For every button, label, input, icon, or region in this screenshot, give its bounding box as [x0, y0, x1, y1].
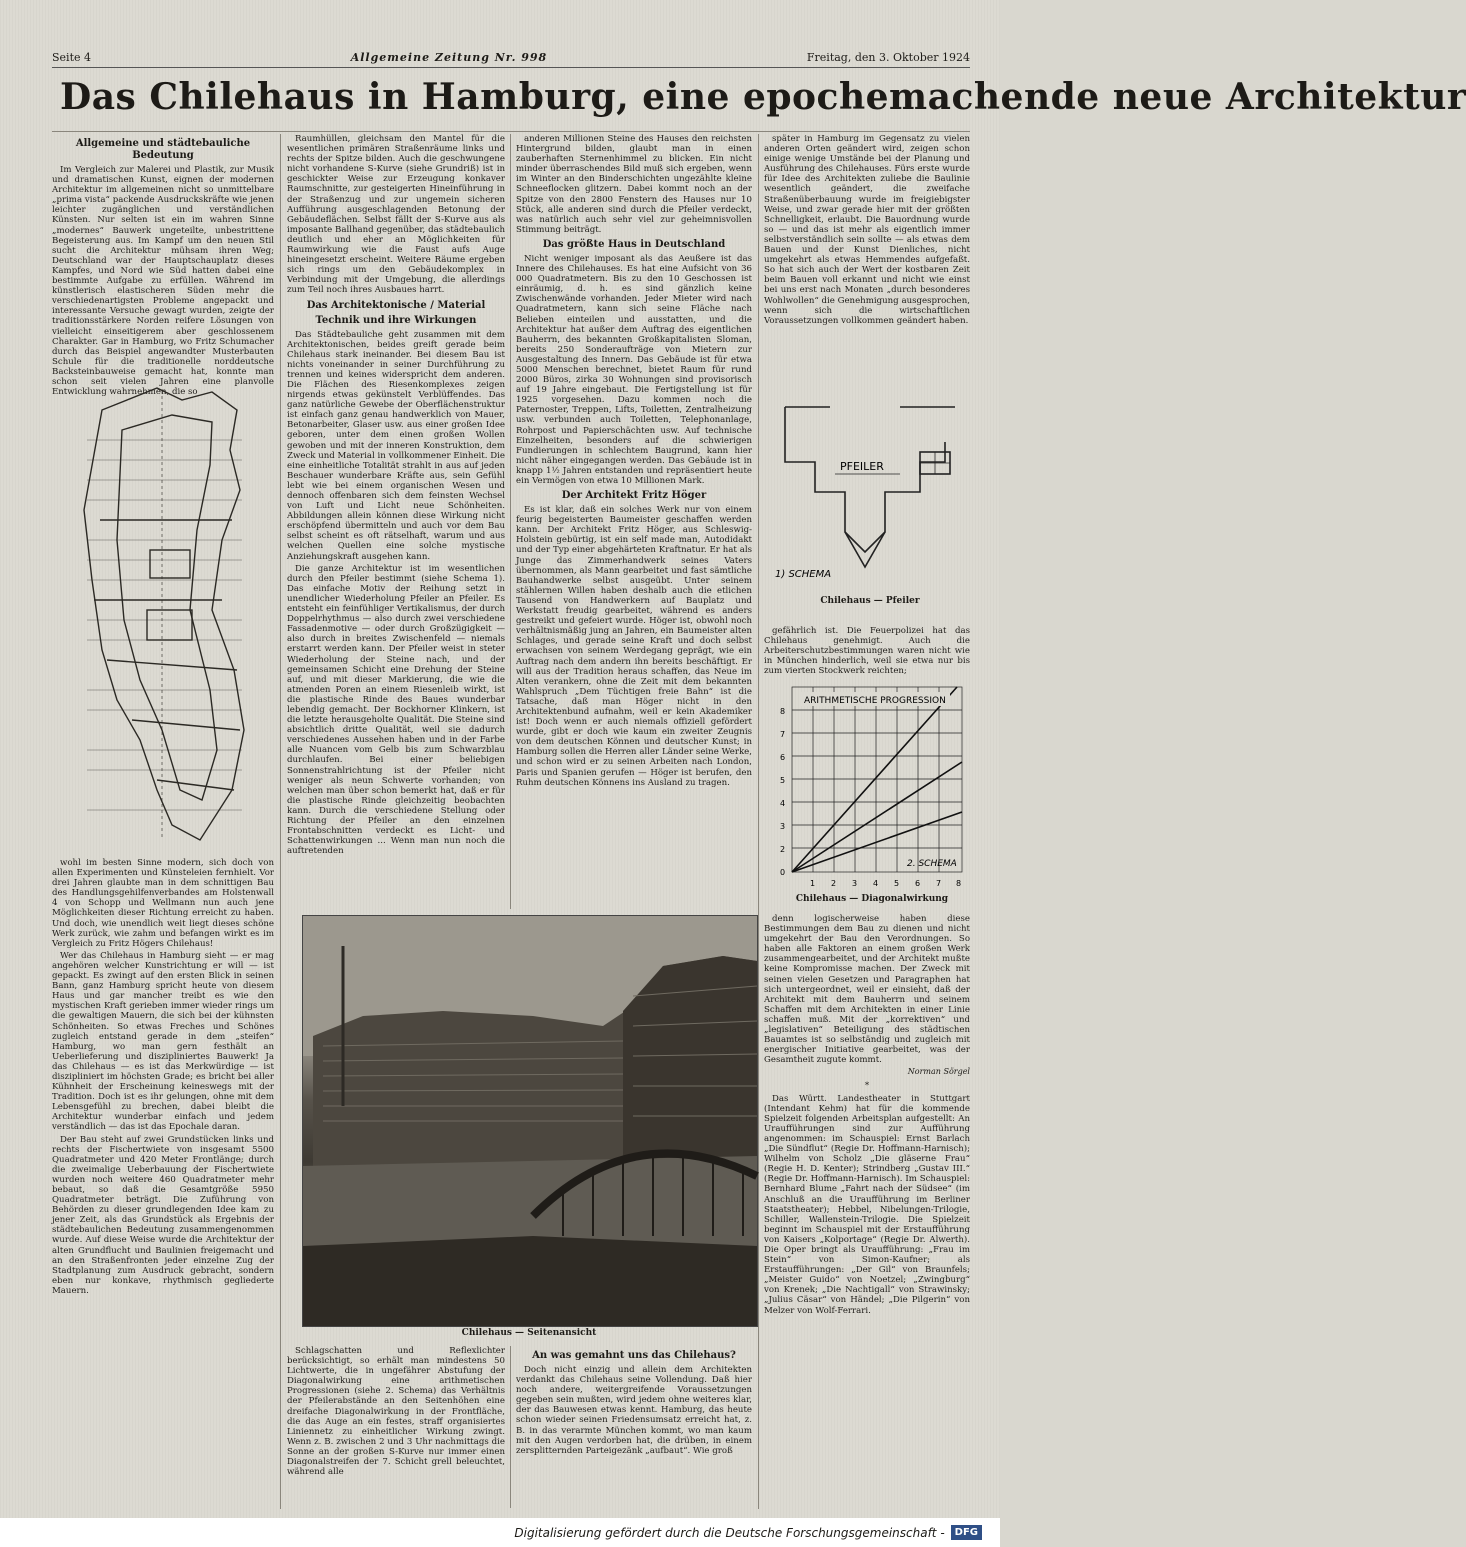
pfeiler-caption: Chilehaus — Pfeiler: [820, 596, 920, 606]
bottom3-paragraph-1: Doch nicht einzig und allein dem Architekten verdankt das Chilehaus seine Vollendung. Daß hier noch andere, weitergreifende Voraussetzungen gegeben sein mußten, wird jedem ohne weiteres klar, der das Bauwesen etwas kennt. Hamburg, das heute schon wieder seinen Friedensumsatz erreicht hat, z. B. in das verarmte München kommt, wo man kaum mit den Augen verdorben hat, die drüben, in einem zersplitternden Parteigezänk „aufbaut“. Wie groß: [516, 1365, 752, 1456]
column-rule: [758, 134, 759, 1509]
col3-subhead-2: Der Architekt Fritz Höger: [561, 490, 707, 502]
col2-paragraph-1: Raumhüllen, gleichsam den Mantel für die wesentlichen primären Straßenräume links und rechts der Spitze bilden. Auch die geschwungene nicht vorhandene S-Kurve (siehe Grundriß) ist in geschickter Weise zur Erzeugung konkaver Raumschnitte, zur gesteigerten Hineinführung in der Straßenzug und zur ungemein sicheren Aufführung ausgeschlagenden Betonung der Gebäudeflächen. Selbst fällt der S-Kurve aus als imposante Ballhand gegenüber, das städtebaulich deutlich und eher an Möglichkeiten für Raumwirkung wie die Faust aufs Auge hineingesetzt erscheint. Weitere Räume ergeben sich rings um den Gebäudekomplex in Verbindung mit der Umgebung, die allerdings zum Teil noch ihres Ausbaues harrt.: [287, 134, 505, 296]
column-3: [516, 134, 752, 906]
column-4-middle: [764, 626, 970, 677]
svg-text:6: 6: [915, 879, 921, 888]
column-2-bottom: [287, 1346, 505, 1508]
col3-subhead-1: Das größte Haus in Deutschland: [542, 238, 726, 250]
chilehaus-photo-drawing: [303, 916, 757, 1326]
svg-text:8: 8: [780, 707, 786, 716]
svg-text:4: 4: [780, 799, 786, 808]
plan-courtyard-block: [147, 610, 192, 640]
svg-text:7: 7: [780, 730, 786, 739]
digitization-footer: [0, 1518, 1000, 1547]
bottom3-subhead: An was gemahnt uns das Chilehaus?: [532, 1350, 736, 1361]
svg-text:5: 5: [780, 776, 786, 785]
pfeiler-schema-drawing: [770, 392, 970, 592]
column-rule: [280, 134, 281, 1509]
svg-text:7: 7: [936, 879, 942, 888]
plan-line: [107, 660, 237, 670]
dfg-logo: DFG: [951, 1525, 982, 1540]
svg-text:8: 8: [956, 879, 962, 888]
svg-text:6: 6: [780, 753, 786, 762]
col2-paragraph-2: Das Städtebauliche geht zusammen mit dem Architektonischen, beides greift gerade beim Chilehaus stark ineinander. Bei diesem Bau ist nichts voneinander in seiner Durchführung zu trennen und keines widerspricht dem anderen. Die Flächen des Riesenkomplexes zeigen nirgends etwas gekünstelt Verblüffendes. Das ganz natürliche Gewebe der Oberflächenstruktur ist einfach ganz genau handwerklich von Mauer, Betonarbeiter, Glaser usw. aus einer großen Idee geboren, unter dem einen großen Wollen gewoben und mit der inneren Konstruktion, dem Zweck und Material in vollkommener Einheit. Die eine einheitliche Totalität strahlt in aus auf jeden Beschauer wunderbare Kräfte aus, sein Gefühl lebt wie bei einem organischen Wesen und dennoch offenbaren sich dem feinsten Wechsel von Luft und Licht neue Schönheiten. Abbildungen allein können diese Wirkung nicht erschöpfend übermitteln und auch vor dem Bau selbst scheint es oft rätselhaft, warum und aus welchen Quellen eine solche mystische Anziehungskraft ausgehen kann.: [287, 329, 505, 562]
headline-rule: [52, 131, 970, 132]
column-rule: [510, 134, 511, 909]
section-asterisk: *: [864, 1080, 870, 1091]
footer-text: Digitalisierung gefördert durch die Deutsche Forschungsgemeinschaft -: [514, 1525, 945, 1540]
column-2: [287, 134, 505, 906]
headline: Das Chilehaus in Hamburg, eine epochemachende neue Architektur: [60, 76, 1466, 118]
photo-caption: Chilehaus — Seitenansicht: [461, 1328, 597, 1338]
diagonal-schema-number: 2. SCHEMA: [907, 859, 957, 869]
bottom2-paragraph-1: Schlagschatten und Reflexlichter berücksichtigt, so erhält man mindestens 50 Lichtwerte, die in ungefährer Abstufung der Diagonalwirkung eine arithmetischen Progressionen (siehe 2. Schema) das Verhältnis der Pfeilerabstände an den Seitenhöhen eine dreifache Diagonalwirkung in der Frontfläche, die das Auge an ein festes, straff organisiertes Liniennetz zu einheitlicher Wirkung zwingt. Wenn z. B. zwischen 2 und 3 Uhr nachmittags die Sonne an der großen S-Kurve nur immer einen Diagonalstreifen der 7. Schicht grell beleuchtet, während alle: [287, 1346, 505, 1478]
svg-text:5: 5: [894, 879, 900, 888]
plan-line: [132, 720, 240, 730]
svg-text:2: 2: [780, 845, 786, 854]
col2-subhead-2: Technik und ihre Wirkungen: [315, 314, 477, 326]
plan-grid: [87, 440, 242, 810]
col1-paragraph-4: Der Bau steht auf zwei Grundstücken links und rechts der Fischertwiete von insgesamt 5500 Quadratmeter und 420 Meter Frontlänge; durch die zweimalige Ueberbauung der Fischertwiete wurden noch weitere 460 Quadratmeter mehr bebaut, so daß die Gesamtgröße 5950 Quadratmeter beträgt. Die Zuführung von Behörden zu dieser grundlegenden Idee kam zu jener Zeit, als das Grundstück als Ergebnis der städtebaulichen Bedeutung zusammengenommen wurde. Auf diese Weise wurde die Architektur der alten Grundflucht und Baulinien freigemacht und an den Straßenfronten jeder einzelne Zug der Stadtplanung zum Ausdruck gebracht, sondern eben nur konkave, rhythmisch gegliederte Mauern.: [52, 1134, 274, 1296]
plan-inner-court: [117, 415, 217, 800]
col1-paragraph-1: Im Vergleich zur Malerei und Plastik, zur Musik und dramatischen Kunst, eignen der modernen Architektur im allgemeinen nicht so unmittelbare „prima vista“ packende Ausdruckskräfte wie jenen leichter zugänglichen und verständlichen Künsten. Nur selten ist ein im wahren Sinne „modernes“ Bauwerk ungeteilte, unbestrittene Begeisterung aus. Im Kampf um den neuen Stil sucht die Architektur mühsam ihren Weg; Deutschland war der Hauptschauplatz dieses Kampfes, und Nord wie Süd hatten dabei eine bestimmte Aufgabe zu erfüllen. Während im künstlerisch elastischeren Süden mehr die verschiedenartigsten Probleme angepackt und interessante Versuche gewagt wurden, zeigte der traditionsstärkere Norden reifere Lösungen von vielleicht einseitigerem aber geschlossenem Charakter. Gar in Hamburg, wo Fritz Schumacher durch das Beispiel angewandter Musterbauten Schule für die traditionelle norddeutsche Backsteinbauweise gemacht hat, konnte man schon seit vielen Jahren eine planvolle Entwicklung wahrnehmen, die so: [52, 165, 274, 398]
svg-text:2: 2: [831, 879, 837, 888]
svg-text:4: 4: [873, 879, 879, 888]
col3-paragraph-1: anderen Millionen Steine des Hauses den reichsten Hintergrund bilden, glaubt man in einen zauberhaften Sternenhimmel zu blicken. Ein nicht minder überraschendes Bild muß sich ergeben, wenn im Winter an den Binderschichten ungezählte kleine Schneeflocken glitzern. Dabei kommt noch an der Spitze von den 2800 Fenstern des Hauses nur 10 Stück, alle anderen sind durch die Pfeiler verdeckt, was natürlich auch sehr viel zur geheimnisvollen Stimmung beiträgt.: [516, 134, 752, 235]
column-4-top: [764, 134, 970, 386]
page-header: [52, 44, 970, 68]
column-3-bottom: [516, 1346, 752, 1508]
pfeiler-schema-number: 1) SCHEMA: [775, 569, 832, 580]
photo-foreground: [303, 1236, 757, 1326]
plan-outline: [84, 388, 244, 840]
column-1-top: [52, 134, 274, 398]
col2-subhead-1: Das Architektonische / Material: [306, 299, 486, 311]
col4-paragraph-3: denn logischerweise haben diese Bestimmungen dem Bau zu dienen und nicht umgekehrt der Bau den Verordnungen. So haben alle Faktoren an einem großen Werk zusammengearbeitet, und der Architekt mußte keine Kompromisse machen. Der Zweck mit seinen vielen Gesetzen und Paragraphen hat sich untergeordnet, weil er einsieht, daß der Architekt mit dem Bauherrn und seinem Schaffen mit dem Architekten in einer Linie schaffen muß. Mit der „korrektiven“ und „legislativen“ Beteiligung des städtischen Bauamtes ist so selbständig und zugleich mit energischer Initiative gearbeitet, was der Gesamtheit zugute kommt.: [764, 914, 970, 1066]
pfeiler-schema-figure: [770, 392, 970, 622]
col1-paragraph-2: wohl im besten Sinne modern, sich doch von allen Experimenten und Künsteleien fernhielt. Vor drei Jahren glaubte man in dem schnittigen Bau des Handlungsgehilfenverbandes am Holstenwall 4 von Schopp und Wellmann nun auch jene Möglichkeiten dieser Richtung erreicht zu haben. Und doch, wie unendlich weit liegt dieses schöne Werk zurück, wie zahm und befangen wirkt es im Vergleich zu Fritz Högers Chilehaus!: [52, 858, 274, 949]
pfeiler-outline: [785, 407, 945, 552]
column-4-bottom: [764, 914, 970, 1506]
plan-courtyard-block: [150, 550, 190, 578]
diagonal-schema-drawing: [772, 672, 972, 890]
col1-subhead: Allgemeine und städtebauliche Bedeutung: [75, 138, 251, 161]
svg-text:3: 3: [780, 822, 786, 831]
pfeiler-label: PFEILER: [840, 460, 884, 473]
diagonal-lines: [792, 687, 962, 872]
floor-plan-drawing: [62, 370, 282, 850]
page-number: Seite 4: [52, 51, 91, 64]
masthead: Allgemeine Zeitung Nr. 998: [350, 51, 548, 64]
col3-paragraph-3: Es ist klar, daß ein solches Werk nur von einem feurig begeisterten Baumeister geschaffen werden kann. Der Architekt Fritz Höger, aus Schleswig-Holstein gebürtig, ist ein self made man, Autodidakt und der Typ einer abgehärteten Kraftnatur. Er hat als Junge das Zimmerhandwerk seines Vaters übernommen, als Mann gearbeitet und fast sämtliche Bauhandwerke selbst ausgeübt. Unter seinem stählernen Willen haben deshalb auch die etlichen Tausend von Handwerkern auf Bauplatz und Werkstatt freudig gearbeitet, während es anders gestreikt und gefeiert wurde. Höger ist, obwohl noch verhältnismäßig jung an Jahren, ein Baumeister alten Schlages, und gerade seine Kraft und doch selbst erwachsen von seinem Werdegang geprägt, wie ein Auftrag nach dem andern ihn bereits beschäftigt. Er will aus der Tradition heraus schaffen, das Neue im Alten verankern, ohne die Zeit mit dem bekannten Wahlspruch „Dem Tüchtigen freie Bahn“ ist die Tatsache, daß man Höger nicht in den Architektenbund aufnahm, weil er kein Akademiker ist! Doch wenn er auch niemals offiziell gefördert wurde, gibt er doch wie kaum ein zweiter Zeugnis von dem deutschen Können und deutscher Kunst; in Hamburg sollen die Herren aller Länder seine Werke, und schon wird er zu seinen Arbeiten nach London, Paris und Spanien gerufen — Höger ist berufen, den Ruhm deutschen Könnens ins Ausland zu tragen.: [516, 505, 752, 788]
svg-text:0: 0: [780, 868, 786, 877]
diagonal-schema-figure: [772, 672, 972, 908]
col4-paragraph-4: Das Württ. Landestheater in Stuttgart (Intendant Kehm) hat für die kommende Spielzeit folgenden Arbeitsplan aufgestellt: An Uraufführungen sind zur Aufführung angenommen: im Schauspiel: Ernst Barlach „Die Sündflut“ (Regie Dr. Hoffmann-Harnisch); Wilhelm von Scholz „Die gläserne Frau“ (Regie H. D. Kenter); Strindberg „Gustav III.“ (Regie Dr. Hoffmann-Harnisch). Im Schauspiel: Bernhard Blume „Fahrt nach der Südsee“ (im Anschluß an die Uraufführung im Berliner Staatstheater); Hebbel, Nibelungen-Trilogie, Schiller, Wallenstein-Trilogie. Die Spielzeit beginnt im Schauspiel mit der Erstaufführung von Kaisers „Kolportage“ (Regie Dr. Alwerth). Die Oper bringt als Uraufführung: „Frau im Stein“ von Simon-Kaufner; als Erstaufführungen: „Der Gil“ von Braunfels; „Meister Guido“ von Noetzel; „Zwingburg“ von Krenek; „Die Nachtigall“ von Strawinsky; „Julius Cäsar“ von Händel; „Die Pilgerin“ von Melzer von Wolf-Ferrari.: [764, 1093, 970, 1316]
col1-paragraph-3: Wer das Chilehaus in Hamburg sieht — er mag angehören welcher Kunstrichtung er will — ist gepackt. Es zwingt auf den ersten Blick in seinen Bann, ganz Hamburg spricht heute von diesem Haus und gar mancher treibt es wie den mystischen Kraft gerieben immer wieder rings um die gewaltigen Mauern, die sich bei der kühnsten Schönheiten. So etwas Freches und Schönes zugleich entstand gerade in dem „steifen“ Hamburg, wo man gern festhält an Ueberlieferung und diszipliniertes Bauwerk! Ja das Chilehaus — es ist das Merkwürdige — ist diszipliniert im höchsten Grade; es bricht bei aller Kühnheit der Erscheinung keineswegs mit der Tradition. Doch ist es ihr gelungen, ohne mit dem Lebensgefühl zu brechen, dabei bleibt die Architektur wunderbar einfach und jedem verständlich — das ist das Epochale daran.: [52, 950, 274, 1133]
column-1-bottom: [52, 858, 274, 1513]
col3-paragraph-2: Nicht weniger imposant als das Aeußere ist das Innere des Chilehauses. Es hat eine Aufsicht von 36 000 Quadratmetern. Bis zu den 10 Geschossen ist einräumig, d. h. es sind gänzlich keine Zwischenwände vorhanden. Jeder Mieter wird nach Quadratmetern, kann sich seine Fläche nach Belieben einteilen und ausstatten, und die Architektur hat außer dem Auftrag des eigentlichen Bauherrn, des bekannten Großkapitalisten Sloman, bereits 250 Sonderaufträge von Mietern zur Ausgestaltung des Innern. Das Gebäude ist für etwa 5000 Menschen berechnet, bietet Raum für rund 2000 Büros, zirka 30 Wohnungen sind provisorisch auf 19 Jahre eingebaut. Die Fertigstellung ist für 1925 vorgesehen. Dazu kommen noch die Paternoster, Treppen, Lifts, Toiletten, Zentralheizung usw. verbunden auch Toiletten, Telephonanlage, Rohrpost und Papierschächten usw. Auf technische Einzelheiten, besonders auf die schwierigen Fundierungen in schlechtem Baugrund, kann hier nicht näher eingegangen werden. Das Gebäude ist in knapp 1½ Jahren entstanden und repräsentiert heute ein Vermögen von etwa 10 Millionen Mark.: [516, 253, 752, 486]
col4-paragraph-2: gefährlich ist. Die Feuerpolizei hat das Chilehaus genehmigt. Auch die Arbeiterschutzbestimmungen waren nicht wie in München hinderlich, weil sie etwa nur bis zum vierten Stockwerk reichten;: [764, 626, 970, 677]
col4-paragraph-1: später in Hamburg im Gegensatz zu vielen anderen Orten geändert wird, zeigen schon einige wenige Umstände bei der Planung und Ausführung des Chilehauses. Fürs erste wurde für Idee des Architekten zuliebe die Baulinie wesentlich geändert, die zweifache Straßenüberbauung wurde im freigiebigster Weise, und zwar gerade hier mit der größten Schnelligkeit, erlaubt. Die Bauordnung wurde so — und das ist mehr als eigentlich immer selbstverständlich sein sollte — als etwas dem Bauen und der Kunst Dienliches, nicht umgekehrt als etwas Hemmendes aufgefaßt. So hat sich auch der Wert der kostbaren Zeit beim Bauen voll erkannt und nicht wie einst bei uns erst nach Monaten „durch besonderes Wohlwollen“ die Genehmigung ausgesprochen, wenn sich die wirtschaftlichen Voraussetzungen vollkommen geändert haben.: [764, 134, 970, 326]
svg-text:3: 3: [852, 879, 858, 888]
column-rule: [510, 1346, 511, 1508]
col2-paragraph-3: Die ganze Architektur ist im wesentlichen durch den Pfeiler bestimmt (siehe Schema 1). Das einfache Motiv der Reihung setzt in unendlicher Wiederholung Pfeiler an Pfeiler. Es entsteht ein feinfühliger Vertikalismus, der durch Doppelrhythmus — also durch zwei verschiedene Fassadenmotive — oder durch Großzügigkeit — also durch in breites Zwischenfeld — niemals erstarrt werden kann. Der Pfeiler weist in steter Wiederholung der Steine nach, und der gemeinsamen Schicht eine Drehung der Steine auf, und mit dieser Markierung, die wie die atmenden Poren an einem Riesenleib wirkt, ist die plastische Rinde des Baues wunderbar lebendig gemacht. Der Bockhorner Klinkern, ist die letzte herausgeholte Qualität. Die Steine sind absichtlich dritte Qualität, weil sie dadurch verschiedenes Aussehen haben und in der Farbe alle Nuancen vom Gelb bis zum Schwarzblau durchlaufen. Bei einer beliebigen Sonnenstrahlrichtung ist der Pfeiler nicht weniger als neun Schwerte vorhanden; von welchen man über schon bemerkt hat, daß er für die plastische Rinde gleichzeitig beobachten kann. Durch die verschiedene Stellung oder Richtung der Pfeiler an den einzelnen Frontabschnitten verdeckt es Licht- und Schattenwirkungen ... Wenn man nun noch die auftretenden: [287, 563, 505, 857]
diagonal-caption: Chilehaus — Diagonalwirkung: [795, 894, 949, 904]
article-author: Norman Sörgel: [907, 1067, 970, 1077]
issue-date: Freitag, den 3. Oktober 1924: [806, 51, 970, 64]
svg-text:1: 1: [810, 879, 816, 888]
plan-line: [157, 780, 234, 790]
chilehaus-photograph: [302, 915, 758, 1327]
diagonal-title: ARITHMETISCHE PROGRESSION: [804, 696, 946, 706]
